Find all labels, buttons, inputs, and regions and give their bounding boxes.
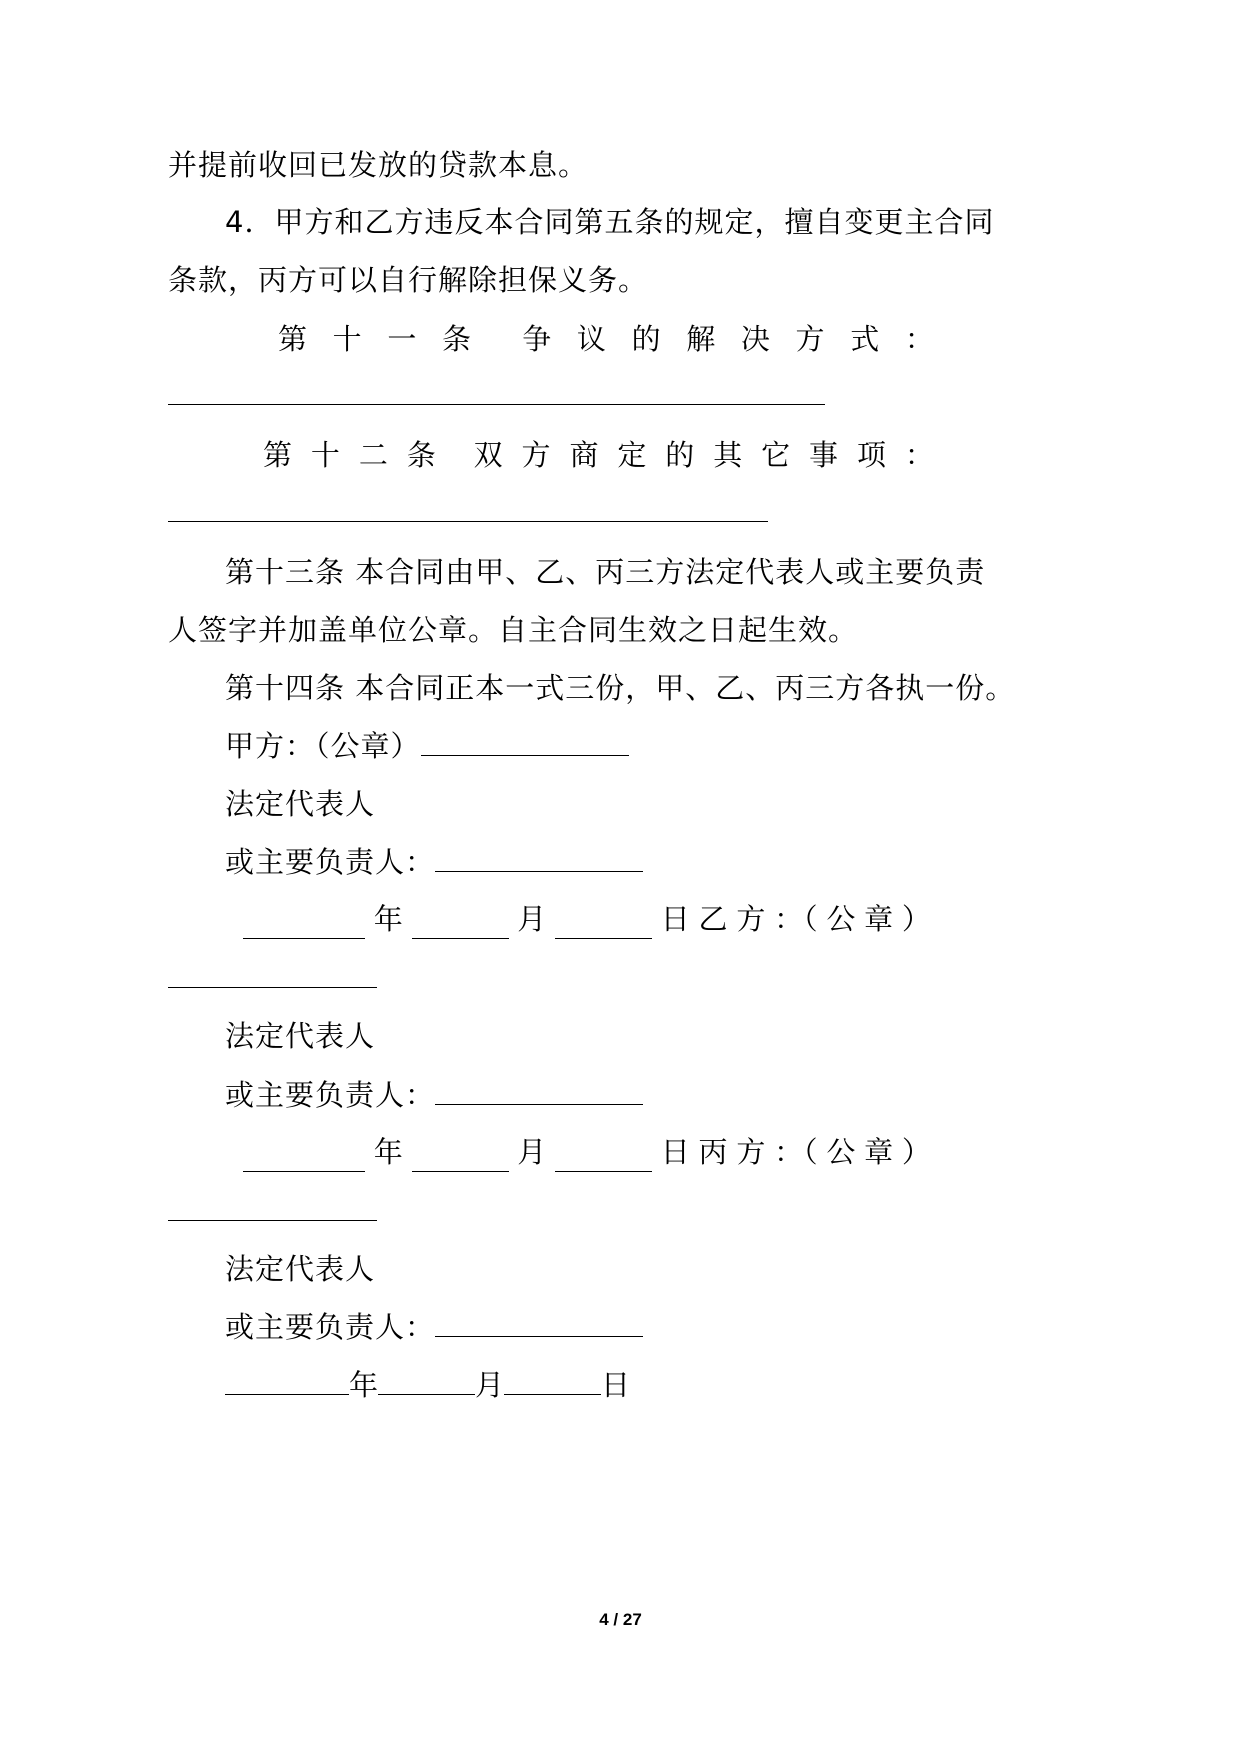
- party-c-char: 丙: [698, 1135, 728, 1169]
- party-b-char: 乙: [698, 902, 728, 936]
- heading-char: ：: [904, 322, 934, 356]
- heading-char: 第: [278, 322, 308, 356]
- party-a-label: 甲方：（公章）: [225, 729, 421, 763]
- party-c-seal-blank[interactable]: [168, 1220, 377, 1221]
- principal-line: [225, 1307, 643, 1347]
- year-label: 年: [349, 1368, 379, 1402]
- paragraph-line: 4．甲方和乙方违反本合同第五条的规定，擅自变更主合同: [225, 205, 995, 239]
- heading-char: 第: [263, 438, 293, 472]
- legal-representative-label: 法定代表人: [225, 1252, 376, 1286]
- month-label: 月: [475, 1368, 505, 1402]
- heading-char: 决: [740, 322, 770, 356]
- heading-char: 的: [631, 322, 661, 356]
- heading-char: 解: [686, 322, 716, 356]
- heading-char: 式: [850, 322, 880, 356]
- paragraph-line: 条款，丙方可以自行解除担保义务。: [168, 263, 649, 297]
- paragraph-line: 并提前收回已发放的贷款本息。: [168, 148, 589, 182]
- principal-label: 或主要负责人：: [225, 845, 436, 879]
- principal-label: 或主要负责人：: [225, 1078, 436, 1112]
- heading-char: 条: [406, 438, 436, 472]
- month-blank[interactable]: [412, 912, 509, 939]
- heading-char: ：: [904, 438, 934, 472]
- heading-char: 十: [332, 322, 362, 356]
- year-label: 年: [373, 902, 403, 936]
- principal-line: [225, 842, 643, 882]
- principal-signature-blank[interactable]: [435, 1310, 643, 1337]
- day-blank[interactable]: [555, 912, 652, 939]
- article-11-heading: [278, 319, 934, 359]
- heading-char: 一: [387, 322, 417, 356]
- party-c-char: 章: [864, 1135, 894, 1169]
- legal-representative-label: 法定代表人: [225, 1019, 376, 1053]
- heading-char: 二: [358, 438, 388, 472]
- day-label: 日: [601, 1368, 631, 1402]
- party-c-char: ）: [901, 1135, 931, 1169]
- day-blank[interactable]: [504, 1368, 601, 1395]
- day-blank[interactable]: [555, 1145, 652, 1172]
- month-label: 月: [517, 1135, 547, 1169]
- month-blank[interactable]: [412, 1145, 509, 1172]
- heading-char: 方: [795, 322, 825, 356]
- legal-representative-label: 法定代表人: [225, 787, 376, 821]
- date-party-b-line: [243, 899, 931, 939]
- party-b-char: 方: [736, 902, 766, 936]
- final-date-line: [225, 1365, 630, 1405]
- party-b-char: 公: [826, 902, 856, 936]
- principal-line: [225, 1075, 643, 1115]
- date-party-c-line: [243, 1132, 931, 1172]
- party-b-char: ：（: [774, 902, 818, 936]
- day-label: 日: [660, 902, 690, 936]
- year-blank[interactable]: [243, 1145, 365, 1172]
- heading-char: 定: [617, 438, 647, 472]
- heading-char: 方: [521, 438, 551, 472]
- year-blank[interactable]: [243, 912, 365, 939]
- principal-signature-blank[interactable]: [435, 1078, 643, 1105]
- heading-char: 十: [310, 438, 340, 472]
- month-label: 月: [517, 902, 547, 936]
- article-13-line: 人签字并加盖单位公章。自主合同生效之日起生效。: [168, 613, 859, 647]
- article-13-line: 第十三条 本合同由甲、乙、丙三方法定代表人或主要负责: [225, 555, 986, 589]
- heading-char: 商: [569, 438, 599, 472]
- heading-char: 条: [441, 322, 471, 356]
- party-c-char: 方: [736, 1135, 766, 1169]
- article-12-heading: [263, 435, 934, 475]
- party-c-char: 公: [826, 1135, 856, 1169]
- day-label: 日: [660, 1135, 690, 1169]
- heading-char: 议: [576, 322, 606, 356]
- heading-char: 事: [809, 438, 839, 472]
- page-number: [0, 1610, 1241, 1630]
- principal-signature-blank[interactable]: [435, 845, 643, 872]
- article-14-line: 第十四条 本合同正本一式三份，甲、乙、丙三方各执一份。: [225, 671, 1016, 705]
- page-separator: /: [613, 1610, 619, 1629]
- heading-char: 项: [856, 438, 886, 472]
- page-current: 4: [599, 1610, 609, 1629]
- month-blank[interactable]: [378, 1368, 475, 1395]
- page-total: 27: [622, 1610, 642, 1629]
- party-a-seal-blank[interactable]: [421, 729, 629, 756]
- article-11-fill-line: [168, 404, 825, 405]
- article-12-fill-line: [168, 521, 768, 522]
- heading-char: 双: [473, 438, 503, 472]
- party-b-seal-blank[interactable]: [168, 987, 377, 988]
- heading-char: 争: [522, 322, 552, 356]
- party-a-seal-line: [225, 726, 629, 766]
- heading-char: 它: [761, 438, 791, 472]
- party-b-char: ）: [901, 902, 931, 936]
- party-c-char: ：（: [774, 1135, 818, 1169]
- party-b-char: 章: [864, 902, 894, 936]
- principal-label: 或主要负责人：: [225, 1310, 436, 1344]
- year-label: 年: [373, 1135, 403, 1169]
- heading-char: 其: [713, 438, 743, 472]
- year-blank[interactable]: [225, 1368, 349, 1395]
- heading-char: 的: [665, 438, 695, 472]
